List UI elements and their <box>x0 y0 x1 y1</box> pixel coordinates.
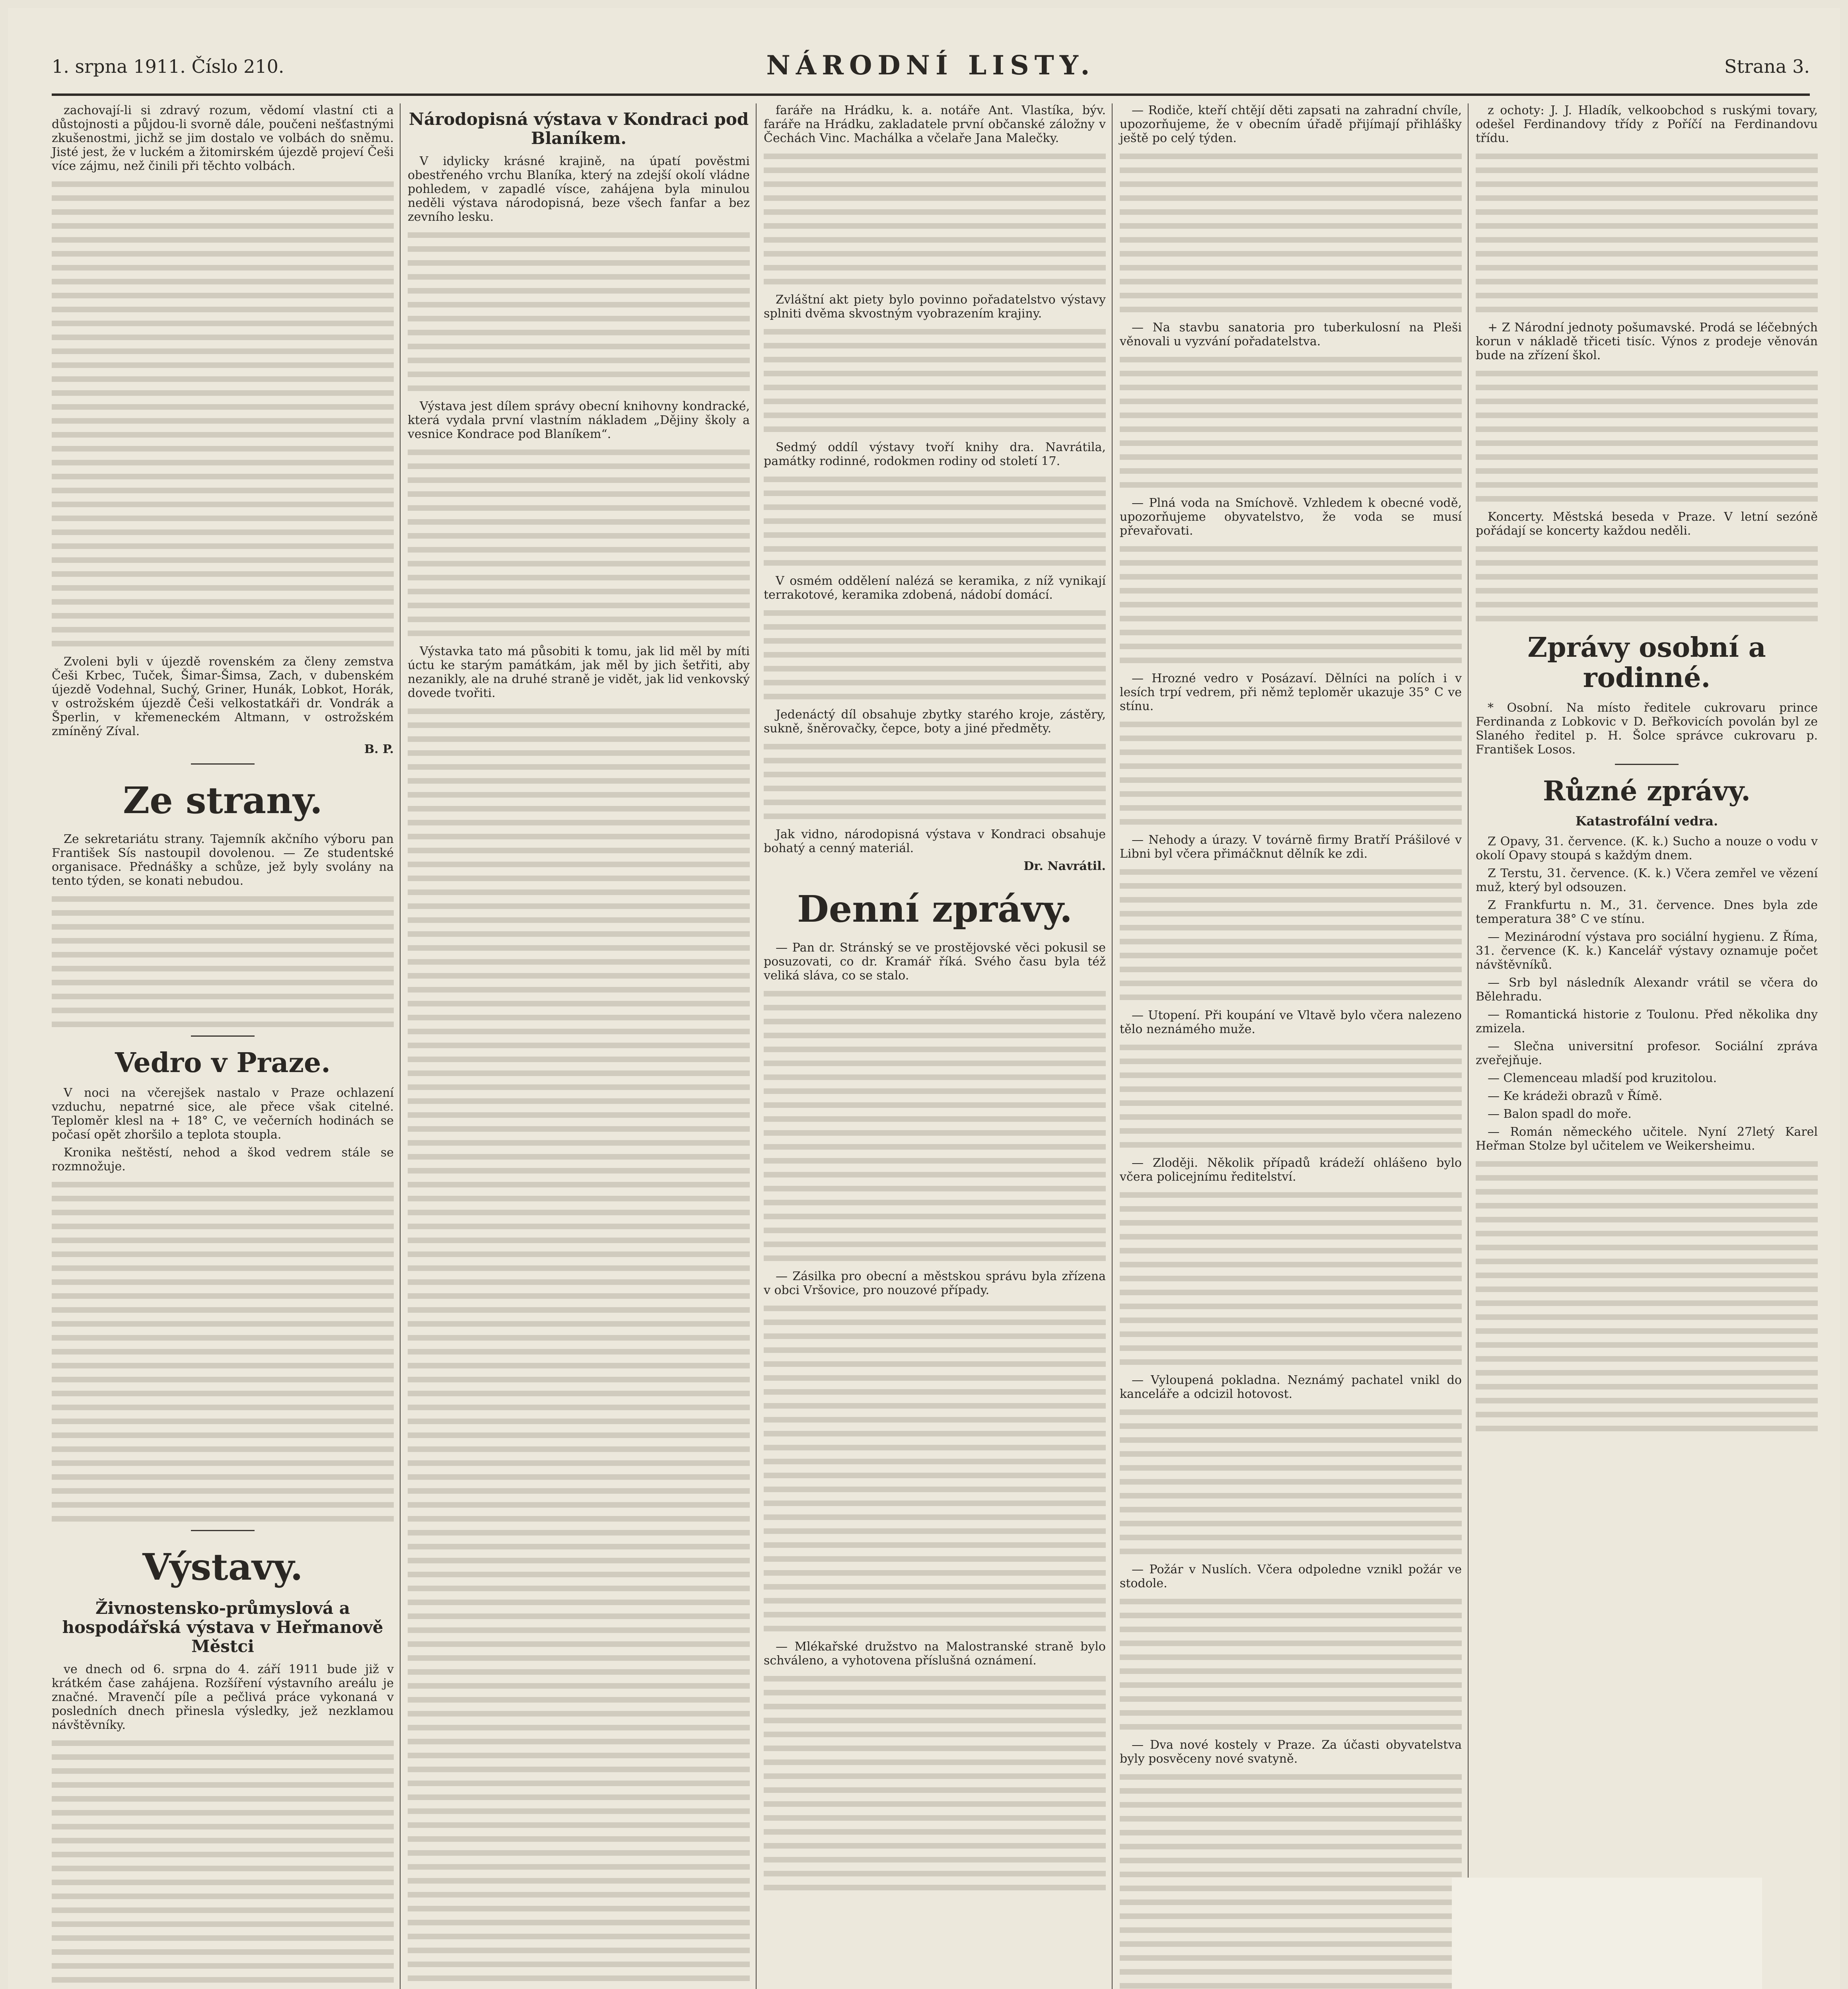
article-text: — Na stavbu sanatoria pro tuberkulosní na Pleši věnovali u vyzvání pořadatelstva. <box>1120 321 1462 348</box>
masthead: NÁRODNÍ LISTY. <box>766 50 1095 81</box>
column-5 <box>1476 103 1818 1440</box>
article-text: Jak vidno, národopisná výstava v Kondraci obsahuje bohatý a cenný materiál. <box>764 827 1106 855</box>
text-lines <box>764 154 1106 284</box>
article-text: — Mlékařské družstvo na Malostranské straně bylo schváleno, a vyhotovena příslušná oznámení. <box>764 1640 1106 1668</box>
divider <box>1615 764 1679 765</box>
header-rule <box>52 93 1810 96</box>
text-lines <box>1120 1409 1462 1554</box>
article-text: — Plná voda na Smíchově. Vzhledem k obecné vodě, upozorňujeme obyvatelstvo, že voda se musí převařovati. <box>1120 496 1462 538</box>
column-rule <box>1112 103 1113 1989</box>
article-text: Z Terstu, 31. července. (K. k.) Včera zemřel ve vězení muž, který byl odsouzen. <box>1476 866 1818 894</box>
column-rule <box>1468 103 1469 1989</box>
text-lines <box>764 1676 1106 1890</box>
divider <box>191 1035 255 1037</box>
page-number: Strana 3. <box>1724 56 1810 77</box>
article-heading: Národopisná výstava v Kondraci pod Blaníkem. <box>409 109 749 148</box>
article-text: Sedmý oddíl výstavy tvoří knihy dra. Navrátila, památky rodinné, rodokmen rodiny od století 17. <box>764 440 1106 468</box>
text-lines <box>764 744 1106 819</box>
text-lines <box>764 1306 1106 1631</box>
column-3 <box>764 103 1106 1899</box>
section-heading-vystavy: Výstavy. <box>142 1545 303 1588</box>
text-lines <box>1120 546 1462 663</box>
article-text: — Zásilka pro obecní a městskou správu byla zřízena v obci Vršovice, pro nouzové případy. <box>764 1269 1106 1297</box>
text-lines <box>408 708 750 1989</box>
article-text: Z Frankfurtu n. M., 31. července. Dnes byla zde temperatura 38° C ve stínu. <box>1476 898 1818 926</box>
divider <box>191 1530 255 1531</box>
article-text: + Z Národní jednoty pošumavské. Prodá se léčebných korun v nákladě třiceti tisíc. Výnos z prodeje věnován bude na zřízení škol. <box>1476 321 1818 362</box>
article-text: — Ke krádeži obrazů v Římě. <box>1488 1089 1663 1103</box>
article-text: V idylicky krásné krajině, na úpatí pověstmi obestřeného vrchu Blaníka, který na zdejší okolí vládne pohledem, v zapadlé vísce, zahájena byla minulou neděli výstava národopisná, beze všech fanfar a bez zevního lesku. <box>408 154 750 224</box>
text-lines <box>1476 546 1818 621</box>
article-text: Jedenáctý díl obsahuje zbytky starého kroje, zástěry, sukně, šněrovačky, čepce, boty a jiné předměty. <box>764 708 1106 736</box>
text-lines <box>52 181 394 646</box>
article-text: — Román německého učitele. Nyní 27letý Karel Heřman Stolze byl učitelem ve Weikersheimu. <box>1476 1125 1818 1153</box>
text-lines <box>1120 1774 1462 1989</box>
divider <box>191 763 255 765</box>
section-heading-denni: Denní zprávy. <box>797 887 1073 930</box>
subheading: Katastrofální vedra. <box>1575 814 1718 829</box>
column-rule <box>756 103 757 1989</box>
page-header <box>52 46 1810 93</box>
text-lines <box>1120 357 1462 488</box>
article-text: — Clemenceau mladší pod kruzitolou. <box>1488 1071 1717 1085</box>
text-lines <box>1476 1161 1818 1431</box>
article-text: faráře na Hrádku, k. a. notáře Ant. Vlastíka, býv. faráře na Hrádku, zakladatele první občanské záložny v Čechách Vinc. Machálka a včelaře Jana Malečky. <box>764 103 1106 145</box>
text-lines <box>1120 154 1462 312</box>
text-lines <box>52 1740 394 1989</box>
text-lines <box>764 329 1106 432</box>
article-text: Výstavka tato má působiti k tomu, jak lid měl by míti úctu ke starým památkám, jak měl by jich šetřiti, aby nezanikly, ale na druhé straně je vidět, jak lid venkovský dovede tvořiti. <box>408 644 750 700</box>
column-1 <box>52 103 394 1989</box>
article-text: Zvoleni byli v újezdě rovenském za členy zemstva Češi Krbec, Tuček, Šimar-Šimsa, Zach, v dubenském újezdě Vodehnal, Suchý, Griner, Hunák, Lobkot, Horák, v ostrožském újezdě Češi velkostatkáři dr. Vondrák a Šperlin, v křemeneckém Altmann, v ostrožském zmíněný Zíval. <box>52 655 394 738</box>
blank-patch <box>1452 1878 1762 1989</box>
article-text: Koncerty. Městská beseda v Praze. V letní sezóně pořádají se koncerty každou neděli. <box>1476 510 1818 538</box>
article-text: — Požár v Nuslích. Včera odpoledne vznikl požár ve stodole. <box>1120 1563 1462 1590</box>
article-heading: Živnostensko-průmyslová a hospodářská výstava v Heřmanově Městci <box>62 1598 383 1656</box>
article-text: — Zloději. Několik případů krádeží ohlášeno bylo včera policejnímu ředitelství. <box>1120 1156 1462 1184</box>
column-4 <box>1120 103 1462 1989</box>
article-text: — Dva nové kostely v Praze. Za účasti obyvatelstva byly posvěceny nové svatyně. <box>1120 1738 1462 1766</box>
text-lines <box>1120 869 1462 1000</box>
article-text: * Osobní. Na místo ředitele cukrovaru prince Ferdinanda z Lobkovic v D. Beřkovicích povolán byl ze Slaného ředitel p. H. Šolce správce cukrovaru p. František Losos. <box>1476 701 1818 757</box>
column-rule <box>400 103 401 1989</box>
text-lines <box>764 610 1106 699</box>
article-text: ve dnech od 6. srpna do 4. září 1911 bude již v krátkém čase zahájena. Rozšíření výstavního areálu je značné. Mravenčí píle a pečlivá práce vykonaná v posledních dnech přinesla výsledky, jež nezklamou návštěvníky. <box>52 1662 394 1732</box>
text-lines <box>1120 1599 1462 1730</box>
text-lines <box>1120 722 1462 825</box>
article-text: V osmém oddělení nalézá se keramika, z níž vynikají terrakotové, keramika zdobená, nádobí domácí. <box>764 574 1106 602</box>
text-lines <box>764 477 1106 566</box>
article-text: Ze sekretariátu strany. Tajemník akčního výboru pan František Sís nastoupil dovolenou. — Ze studentské organisace. Přednášky a schůze, jež byly svolány na tento týden, se konati nebudou. <box>52 832 394 888</box>
article-text: — Utopení. Při koupání ve Vltavě bylo včera nalezeno tělo neznámého muže. <box>1120 1008 1462 1036</box>
article-text: — Vyloupená pokladna. Neznámý pachatel vnikl do kanceláře a odcizil hotovost. <box>1120 1373 1462 1401</box>
article-text: Zvláštní akt piety bylo povinno pořadatelstvo výstavy splniti dvěma skvostným vyobrazením krajiny. <box>764 293 1106 321</box>
signature: Dr. Navrátil. <box>1023 859 1106 873</box>
article-text: z ochoty: J. J. Hladík, velkoobchod s ruskými tovary, odešel Ferdinandovy třídy z Poříčí na Ferdinandovu třídu. <box>1476 103 1818 145</box>
article-text: — Rodiče, kteří chtějí děti zapsati na zahradní chvíle, upozorňujeme, že v obecním úřadě přijímají přihlášky ještě po celý týden. <box>1120 103 1462 145</box>
section-heading-vedro: Vedro v Praze. <box>115 1047 331 1079</box>
text-lines <box>1120 1192 1462 1365</box>
section-heading-strany: Ze strany. <box>123 779 323 822</box>
article-text: Výstava jest dílem správy obecní knihovny kondracké, která vydala první vlastním nákladem „Dějiny školy a vesnice Kondrace pod Blaníkem“. <box>408 399 750 441</box>
article-text: V noci na včerejšek nastalo v Praze ochlazení vzduchu, nepatrné sice, ale přece však citelné. Teploměr klesl na + 18° C, ve večerních hodinách se počasí opět zhoršilo a teplota stoupla. <box>52 1086 394 1142</box>
newspaper-page <box>8 8 1840 1989</box>
article-text: — Pan dr. Stránský se ve prostějovské věci pokusil se posuzovati, co dr. Kramář říká. Svého času byla též veliká sláva, co se stalo. <box>764 941 1106 983</box>
column-2 <box>408 103 750 1989</box>
text-lines <box>764 991 1106 1261</box>
article-text: Z Opavy, 31. července. (K. k.) Sucho a nouze o vodu v okolí Opavy stoupá s každým dnem. <box>1476 835 1818 862</box>
article-text: — Srb byl následník Alexandr vrátil se včera do Bělehradu. <box>1476 976 1818 1004</box>
article-text: — Nehody a úrazy. V továrně firmy Bratří Prášilové v Libni byl včera přimáčknut dělník ke zdi. <box>1120 833 1462 861</box>
issue-date: 1. srpna 1911. Číslo 210. <box>52 56 284 77</box>
article-text: — Romantická historie z Toulonu. Před několika dny zmizela. <box>1476 1008 1818 1035</box>
article-text: — Slečna universitní profesor. Sociální zpráva zveřejňuje. <box>1476 1039 1818 1067</box>
article-text: Kronika neštěstí, nehod a škod vedrem stále se rozmnožuje. <box>52 1146 394 1174</box>
text-lines <box>408 232 750 391</box>
article-text: zachovají-li si zdravý rozum, vědomí vlastní cti a důstojnosti a půjdou-li svorně dále, poučeni nešťastnými zkušenostmi, jichž se jim dostalo ve volbách do sněmu. Jisté jest, že v luckém a žitomirském újezdě projeví Češi více zájmu, než činili při těchto volbách. <box>52 103 394 173</box>
text-lines <box>52 1182 394 1522</box>
text-lines <box>1120 1045 1462 1148</box>
signature: B. P. <box>364 742 394 756</box>
article-text: — Balon spadl do moře. <box>1488 1107 1632 1121</box>
article-text: — Hrozné vedro v Posázaví. Dělníci na polích i v lesích trpí vedrem, při němž teploměr ukazuje 35° C ve stínu. <box>1120 671 1462 713</box>
text-lines <box>1476 371 1818 502</box>
section-heading-osobni: Zprávy osobní a rodinné. <box>1527 632 1766 694</box>
section-heading-ruzne: Různé zprávy. <box>1543 775 1751 807</box>
article-text: — Mezinárodní výstava pro sociální hygienu. Z Říma, 31. července (K. k.) Kancelář výstavy oznamuje počet návštěvníků. <box>1476 930 1818 972</box>
text-lines <box>1476 154 1818 312</box>
text-lines <box>52 896 394 1027</box>
text-lines <box>408 450 750 636</box>
